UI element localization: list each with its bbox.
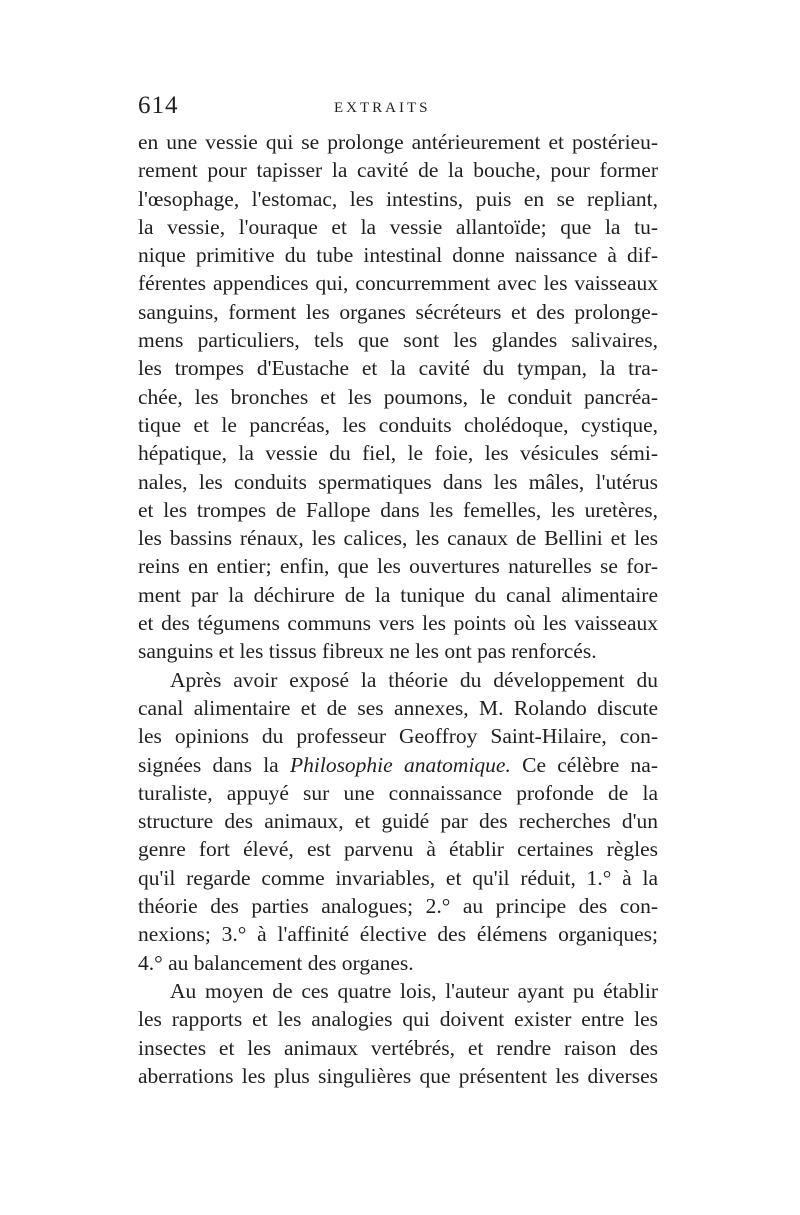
text-line: les trompes d'Eustache et la cavité du tympan, la tra- xyxy=(138,356,658,381)
text-line: les rapports et les analogies qui doivent exister entre les xyxy=(138,1007,658,1032)
text-line: structure des animaux, et guidé par des recherches d'un xyxy=(138,809,658,834)
text-line: sanguins et les tissus fibreux ne les ont pas renforcés. xyxy=(138,639,597,664)
text-line: les bassins rénaux, les calices, les canaux de Bellini et les xyxy=(138,526,658,551)
text-line: qu'il regarde comme invariables, et qu'il réduit, 1.° à la xyxy=(138,865,658,890)
text-line: Au moyen de ces quatre lois, l'auteur ayant pu établir xyxy=(170,978,658,1003)
italic-title: Philosophie anatomique. xyxy=(289,752,511,777)
text-line: aberrations les plus singulières que présentent les diverses xyxy=(138,1063,658,1088)
page-number: 614 xyxy=(138,92,179,119)
text-line: turaliste, appuyé sur une connaissance profonde de la xyxy=(138,780,658,805)
text-line: reins en entier; enfin, que les ouvertures naturelles se for- xyxy=(138,554,658,579)
text-run: signées dans la xyxy=(138,752,290,777)
text-run: Ce célèbre na- xyxy=(510,752,658,777)
running-head xyxy=(138,92,662,126)
text-line: insectes et les animaux vertébrés, et rendre raison des xyxy=(138,1035,658,1060)
text-line: la vessie, l'ouraque et la vessie allantoïde; que la tu- xyxy=(138,214,658,239)
text-line: canal alimentaire et de ses annexes, M. Rolando discute xyxy=(138,695,658,720)
text-line: mens particuliers, tels que sont les glandes salivaires, xyxy=(138,328,658,353)
text-line: Après avoir exposé la théorie du développement du xyxy=(170,667,658,692)
text-line: nexions; 3.° à l'affinité élective des élémens organiques; xyxy=(138,922,658,947)
text-line: théorie des parties analogues; 2.° au principe des con- xyxy=(138,894,658,919)
text-line: tique et le pancréas, les conduits cholédoque, cystique, xyxy=(138,412,658,437)
text-line: en une vessie qui se prolonge antérieurement et postérieu- xyxy=(138,130,658,154)
text-line: nales, les conduits spermatiques dans les mâles, l'utérus xyxy=(138,469,658,494)
text-line: férentes appendices qui, concurremment avec les vaisseaux xyxy=(138,271,658,296)
text-line: 4.° au balancement des organes. xyxy=(138,950,414,975)
text-line: rement pour tapisser la cavité de la bouche, pour former xyxy=(138,158,658,183)
text-line: et des tégumens communs vers les points où les vaisseaux xyxy=(138,611,658,636)
text-line: les opinions du professeur Geoffroy Saint-Hilaire, con- xyxy=(138,724,658,749)
text-line: genre fort élevé, est parvenu à établir certaines règles xyxy=(138,837,658,862)
text-line: nique primitive du tube intestinal donne naissance à dif- xyxy=(138,243,658,268)
text-line: et les trompes de Fallope dans les femelles, les uretères, xyxy=(138,497,658,522)
running-title: EXTRAITS xyxy=(334,100,431,116)
text-line: ment par la déchirure de la tunique du canal alimentaire xyxy=(138,582,658,607)
text-line: sanguins, forment les organes sécréteurs et des prolonge- xyxy=(138,299,658,324)
text-line: l'œsophage, l'estomac, les intestins, puis en se repliant, xyxy=(138,186,658,211)
text-line: chée, les bronches et les poumons, le conduit pancréa- xyxy=(138,384,658,409)
body-text xyxy=(138,128,658,1090)
text-line xyxy=(138,751,658,779)
text-line: hépatique, la vessie du fiel, le foie, les vésicules sémi- xyxy=(138,441,658,466)
